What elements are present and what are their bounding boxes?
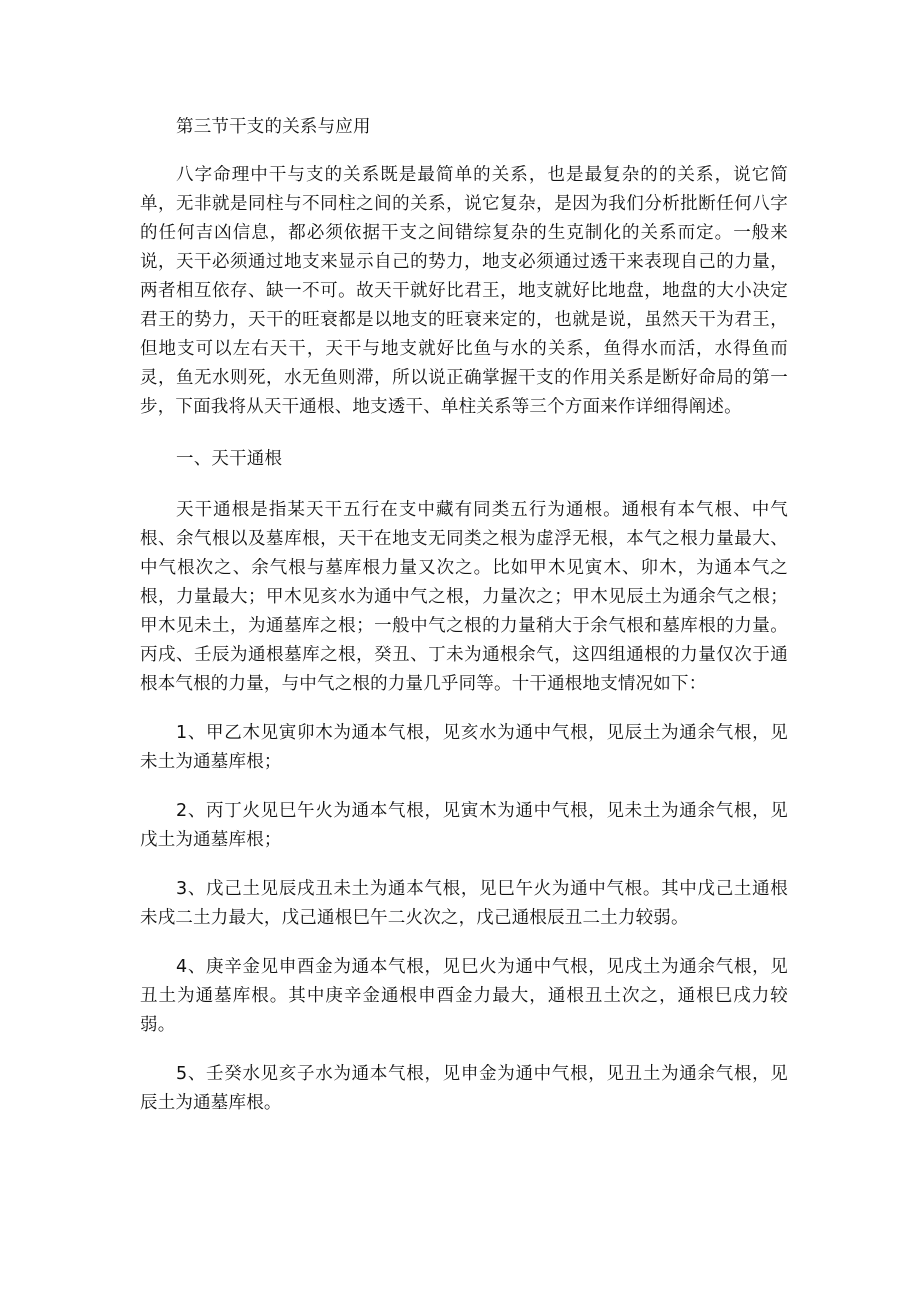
list-item: 2、丙丁火见巳午火为通本气根，见寅木为通中气根，见未土为通余气根，见戊土为通墓库根；	[140, 801, 788, 850]
spacer	[140, 144, 788, 161]
list-item: 1、甲乙木见寅卯木为通本气根，见亥水为通中气根，见辰土为通余气根，见未土为通墓库根；	[140, 723, 788, 772]
list-item: 3、戊己土见辰戌丑未土为通本气根，见巳午火为通中气根。其中戊己土通根未戌二土力最大，戊己通根巳午二火次之，戊己通根辰丑二土力较弱。	[140, 879, 788, 928]
spacer	[140, 777, 788, 797]
spacer	[140, 422, 788, 442]
spacer	[140, 855, 788, 875]
subsection-title: 一、天干通根	[176, 449, 283, 469]
spacer	[140, 1040, 788, 1060]
definition-paragraph: 天干通根是指某天干五行在支中藏有同类五行为通根。通根有本气根、中气根、余气根以及墓库根，天干在地支无同类之根为虚浮无根，本气之根力量最大、中气根次之、余气根与墓库根力量又次之。比如甲木见寅木、卯木，为通本气之根，力量最大；甲木见亥水为通中气之根，力量次之；甲木见辰土为通余气之根；甲木见未土，为通墓库之根；一般中气之根的力量稍大于余气根和墓库根的力量。丙戌、壬辰为通根墓库之根，癸丑、丁未为通根余气，这四组通根的力量仅次于通根本气根的力量，与中气之根的力量几乎同等。十干通根地支情况如下：	[140, 500, 788, 694]
spacer	[140, 699, 788, 719]
section-title: 第三节干支的关系与应用	[176, 117, 371, 137]
list-item: 4、庚辛金见申酉金为通本气根，见巳火为通中气根，见戌土为通余气根，见丑土为通墓库根。其中庚辛金通根申酉金力最大，通根丑土次之，通根巳戌力较弱。	[140, 957, 788, 1035]
intro-paragraph: 八字命理中干与支的关系既是最简单的关系，也是最复杂的的关系，说它简单，无非就是同柱与不同柱之间的关系，说它复杂，是因为我们分析批断任何八字的任何吉凶信息，都必须依据干支之间错综复杂的生克制化的关系而定。一般来说，天干必须通过地支来显示自己的势力，地支必须通过透干来表现自己的力量，两者相互依存、缺一不可。故天干就好比君王，地支就好比地盘，地盘的大小决定君王的势力，天干的旺衰都是以地支的旺衰来定的，也就是说，虽然天干为君王，但地支可以左右天干，天干与地支就好比鱼与水的关系，鱼得水而活，水得鱼而灵，鱼无水则死，水无鱼则滞，所以说正确掌握干支的作用关系是断好命局的第一步，下面我将从天干通根、地支透干、单柱关系等三个方面来作详细得阐述。	[140, 165, 788, 417]
spacer	[140, 933, 788, 953]
spacer	[140, 476, 788, 496]
document-body	[140, 110, 788, 1118]
list-item: 5、壬癸水见亥子水为通本气根，见申金为通中气根，见丑土为通余气根，见辰土为通墓库根。	[140, 1064, 788, 1113]
